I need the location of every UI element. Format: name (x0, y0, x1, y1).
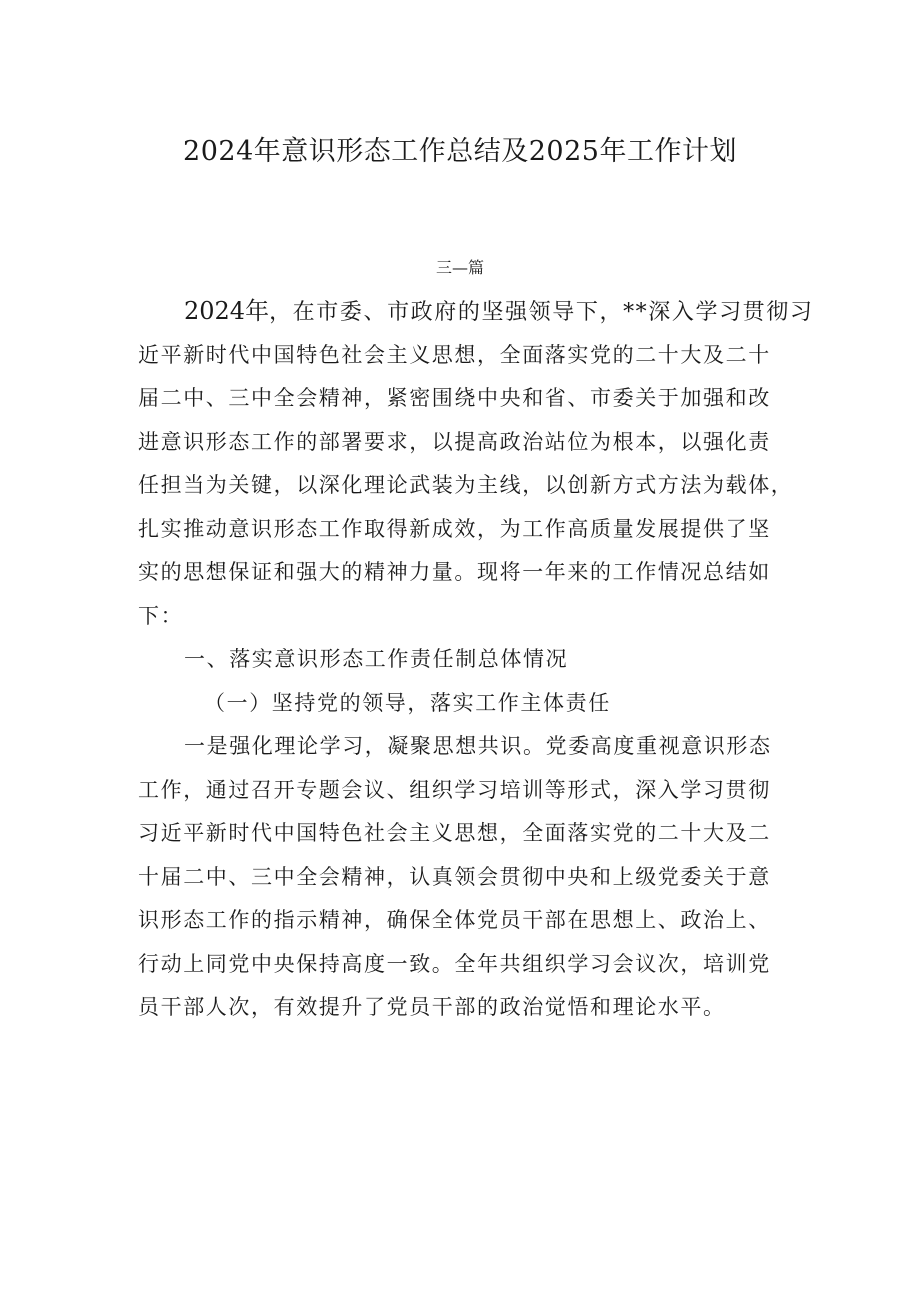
paragraph-line: 识形态工作的指示精神，确保全体党员干部在思想上、政治上、 (138, 908, 771, 932)
year-text: 2024年 (184, 297, 270, 325)
paragraph-line: 2024年，在市委、市政府的坚强领导下，**深入学习贯彻习 (184, 297, 814, 325)
paragraph-line: 进意识形态工作的部署要求，以提高政治站位为根本，以强化责 (138, 429, 771, 454)
section-heading: 一、落实意识形态工作责任制总体情况 (184, 647, 569, 671)
document-subtitle: 三—篇 (435, 258, 484, 277)
paragraph-line: 下： (138, 603, 184, 628)
paragraph-line: 任担当为关键，以深化理论武装为主线，以创新方式方法为载体， (138, 473, 794, 497)
document-body (138, 290, 814, 1030)
paragraph-line: 员干部人次，有效提升了党员干部的政治觉悟和理论水平。 (138, 995, 726, 1019)
paragraph-line: 届二中、三中全会精神，紧密围绕中央和省、市委关于加强和改 (138, 386, 771, 410)
document-title: 2024年意识形态工作总结及2025年工作计划 (183, 136, 737, 167)
paragraph-line: 一是强化理论学习，凝聚思想共识。党委高度重视意识形态 (184, 734, 772, 758)
paragraph-line: 习近平新时代中国特色社会主义思想，全面落实党的二十大及二 (138, 821, 771, 845)
paragraph-line: 实的思想保证和强大的精神力量。现将一年来的工作情况总结如 (138, 560, 771, 584)
paragraph-line: 近平新时代中国特色社会主义思想，全面落实党的二十大及二十 (138, 342, 771, 367)
paragraph-study (138, 725, 798, 1030)
paragraph-line: 行动上同党中央保持高度一致。全年共组织学习会议次，培训党 (138, 951, 771, 976)
paragraph-intro (138, 290, 814, 638)
paragraph-line: 工作，通过召开专题会议、组织学习培训等形式，深入学习贯彻 (138, 777, 771, 802)
subsection-heading: （一）坚持党的领导，落实工作主体责任 (204, 690, 611, 715)
paragraph-line: 十届二中、三中全会精神，认真领会贯彻中央和上级党委关于意 (138, 864, 771, 889)
paragraph-line: 扎实推动意识形态工作取得新成效，为工作高质量发展提供了坚 (138, 516, 771, 541)
